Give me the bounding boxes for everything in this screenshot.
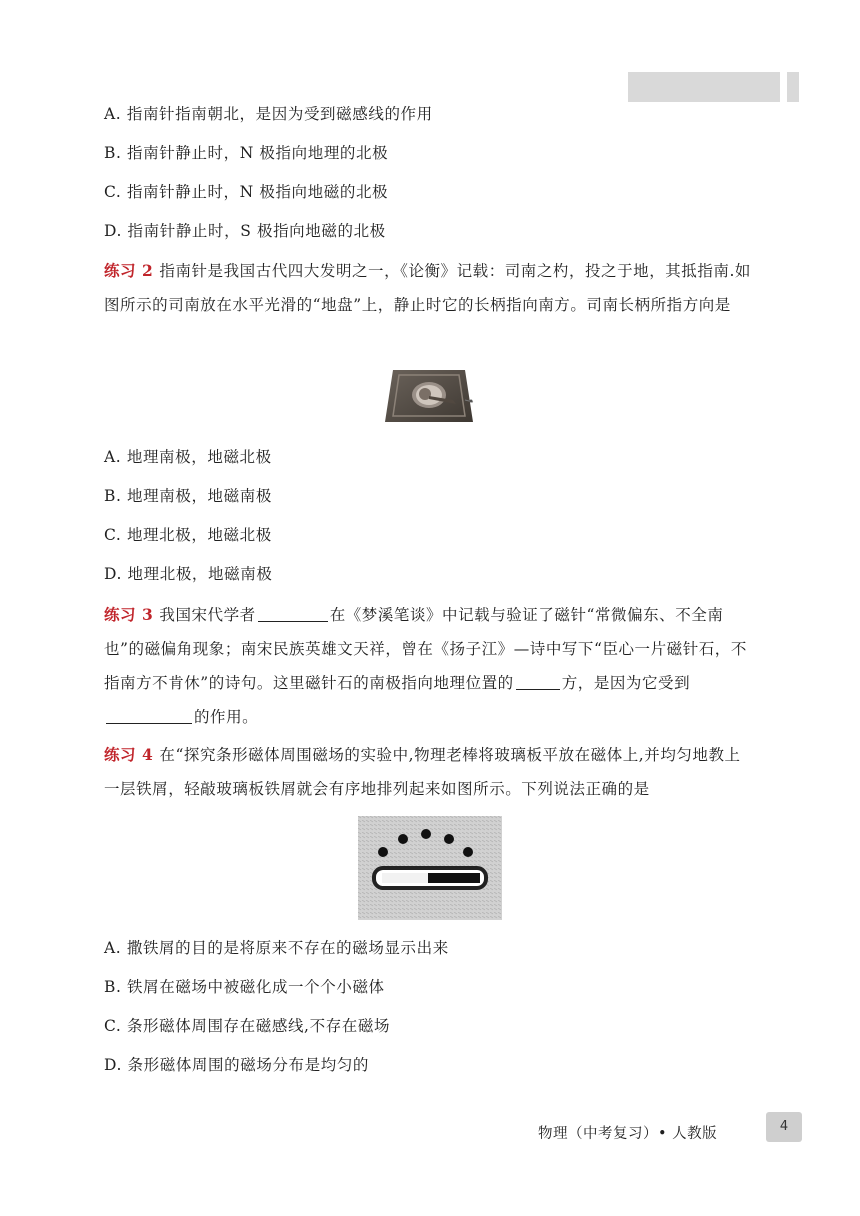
q1-option-b: B. 指南针静止时，N 极指向地理的北极 xyxy=(104,144,389,162)
q3-blank-1[interactable] xyxy=(258,605,328,622)
q4-option-a: A. 撒铁屑的目的是将原来不存在的磁场显示出来 xyxy=(104,939,449,957)
q3-stem xyxy=(104,598,756,734)
q1-option-a: A. 指南针指南朝北，是因为受到磁感线的作用 xyxy=(104,105,433,123)
q2-option-b: B. 地理南极，地磁南极 xyxy=(104,487,272,505)
q4-text: 在“探究条形磁体周围磁场的实验中,物理老棒将玻璃板平放在磁体上,并均匀地教上一层铁屑，轻敲玻璃板铁屑就会有序地排列起来如图所示。下列说法正确的是 xyxy=(104,746,741,798)
q4-label: 练习 4 xyxy=(104,745,154,764)
footer-book-title: 物理（中考复习）• 人教版 xyxy=(538,1126,718,1142)
page-number: 4 xyxy=(766,1112,802,1142)
q3-label: 练习 3 xyxy=(104,605,154,624)
q4-option-d: D. 条形磁体周围的磁场分布是均匀的 xyxy=(104,1056,370,1074)
q3-text-4: 的作用。 xyxy=(194,708,259,726)
sinan-compass-image xyxy=(383,366,479,426)
q2-stem xyxy=(104,254,756,322)
q2-text: 指南针是我国古代四大发明之一，《论衡》记载：司南之杓，投之于地，其抵指南.如图所示的司南放在水平光滑的“地盘”上，静止时它的长柄指向南方。司南长柄所指方向是 xyxy=(104,262,751,314)
q1-option-c: C. 指南针静止时，N 极指向地磁的北极 xyxy=(104,183,389,201)
q2-option-d: D. 地理北极，地磁南极 xyxy=(104,565,273,583)
q3-blank-2[interactable] xyxy=(516,673,560,690)
header-decoration-bar xyxy=(628,72,780,102)
q3-text-1: 我国宋代学者 xyxy=(159,606,256,624)
q2-label: 练习 2 xyxy=(104,261,154,280)
bar-magnet-iron-filings-image xyxy=(358,816,502,920)
q2-option-a: A. 地理南极，地磁北极 xyxy=(104,448,272,466)
q3-text-3: 方，是因为它受到 xyxy=(561,674,691,692)
q4-option-b: B. 铁屑在磁场中被磁化成一个个小磁体 xyxy=(104,978,385,996)
q3-text-2: 在《梦溪笔谈》中记载与验证了磁针“常微偏东、不全南也”的磁偏角现象；南宋民族英雄文天祥，曾在《扬子江》—诗中写下“臣心一片磁针石，不指南方不肯休”的诗句。这里磁针石的南极指向地理位置的 xyxy=(104,606,747,692)
q4-stem xyxy=(104,738,756,806)
q2-option-c: C. 地理北极，地磁北极 xyxy=(104,526,272,544)
header-decoration-tab xyxy=(787,72,799,102)
q1-option-d: D. 指南针静止时，S 极指向地磁的北极 xyxy=(104,222,386,240)
q3-blank-3[interactable] xyxy=(106,707,192,724)
q4-option-c: C. 条形磁体周围存在磁感线,不存在磁场 xyxy=(104,1017,391,1035)
